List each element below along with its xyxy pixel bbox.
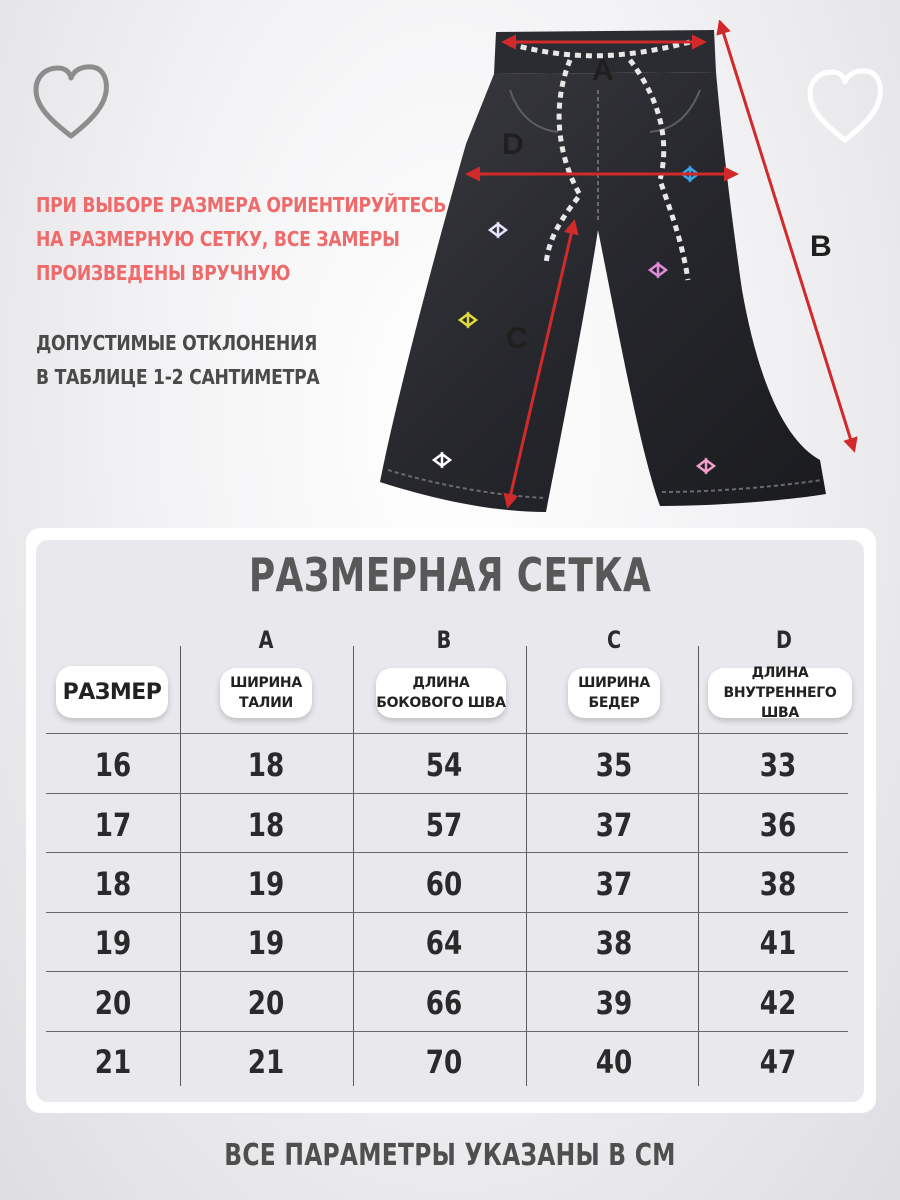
waist-cell: 18 [247, 806, 285, 844]
column-divider [698, 646, 699, 1086]
units-footer: ВСЕ ПАРАМЕТРЫ УКАЗАНЫ В СМ [224, 1138, 676, 1173]
row-divider [46, 971, 848, 972]
size-header-pill [56, 666, 168, 718]
side-seam-cell: 70 [425, 1043, 463, 1081]
side-seam-cell: 64 [425, 924, 463, 962]
column-divider [526, 646, 527, 1086]
column-divider [180, 646, 181, 1086]
column-header-line: БЕДЕР [588, 695, 640, 711]
hips-cell: 39 [595, 984, 633, 1022]
column-header-line: БОКОВОГО ШВА [376, 695, 506, 711]
column-letter-c: C [606, 626, 622, 654]
row-divider [46, 852, 848, 853]
column-letter-b: B [436, 626, 452, 654]
waist-cell: 20 [247, 984, 285, 1022]
table-title: РАЗМЕРНАЯ СЕТКА [248, 548, 652, 602]
hips-cell: 37 [595, 865, 633, 903]
waist-cell: 21 [247, 1043, 285, 1081]
measure-label-d: D [502, 128, 524, 161]
column-divider [353, 646, 354, 1086]
size-advice-text [36, 188, 447, 290]
advice-line: НА РАЗМЕРНУЮ СЕТКУ, ВСЕ ЗАМЕРЫ [36, 227, 400, 251]
inseam-cell: 42 [759, 984, 797, 1022]
column-header-hips [568, 668, 660, 718]
column-letter-a: A [258, 626, 274, 654]
advice-line: ПРОИЗВЕДЕНЫ ВРУЧНУЮ [36, 261, 291, 285]
waist-cell: 19 [247, 865, 285, 903]
side-seam-cell: 66 [425, 984, 463, 1022]
tolerance-line: В ТАБЛИЦЕ 1-2 САНТИМЕТРА [36, 365, 320, 389]
hips-cell: 38 [595, 924, 633, 962]
inseam-cell: 41 [759, 924, 797, 962]
row-divider [46, 1031, 848, 1032]
inseam-cell: 36 [759, 806, 797, 844]
size-cell: 18 [94, 865, 132, 903]
side-seam-cell: 54 [425, 746, 463, 784]
size-cell: 20 [94, 984, 132, 1022]
side-seam-cell: 57 [425, 806, 463, 844]
row-divider [46, 733, 848, 734]
column-header-line: ВНУТРЕННЕГО ШВА [723, 685, 837, 721]
hips-cell: 35 [595, 746, 633, 784]
hips-cell: 37 [595, 806, 633, 844]
heart-outline-icon [30, 62, 112, 140]
column-header-inseam [708, 665, 852, 721]
inseam-cell: 38 [759, 865, 797, 903]
column-header-line: ШИРИНА [578, 675, 650, 691]
measure-label-b: B [810, 230, 832, 263]
size-header-label: РАЗМЕР [62, 679, 162, 705]
size-cell: 21 [94, 1043, 132, 1081]
tolerance-line: ДОПУСТИМЫЕ ОТКЛОНЕНИЯ [36, 331, 318, 355]
inseam-cell: 47 [759, 1043, 797, 1081]
inseam-cell: 33 [759, 746, 797, 784]
size-cell: 19 [94, 924, 132, 962]
tolerance-note [36, 326, 346, 394]
side-seam-cell: 60 [425, 865, 463, 903]
row-divider [46, 912, 848, 913]
column-header-line: ДЛИНА [751, 665, 809, 681]
column-header-line: ДЛИНА [412, 675, 470, 691]
column-header-line: ШИРИНА [230, 675, 302, 691]
hips-cell: 40 [595, 1043, 633, 1081]
waist-cell: 18 [247, 746, 285, 784]
size-cell: 16 [94, 746, 132, 784]
jeans-image [370, 20, 870, 525]
product-illustration-area [0, 0, 900, 525]
measure-label-c: C [506, 322, 528, 355]
measure-label-a: A [592, 54, 614, 87]
column-header-side-seam [376, 668, 506, 718]
column-header-line: ТАЛИИ [239, 695, 293, 711]
advice-line: ПРИ ВЫБОРЕ РАЗМЕРА ОРИЕНТИРУЙТЕСЬ [36, 193, 447, 217]
column-header-waist [220, 668, 312, 718]
size-cell: 17 [94, 806, 132, 844]
waist-cell: 19 [247, 924, 285, 962]
row-divider [46, 793, 848, 794]
column-letter-d: D [776, 626, 792, 654]
